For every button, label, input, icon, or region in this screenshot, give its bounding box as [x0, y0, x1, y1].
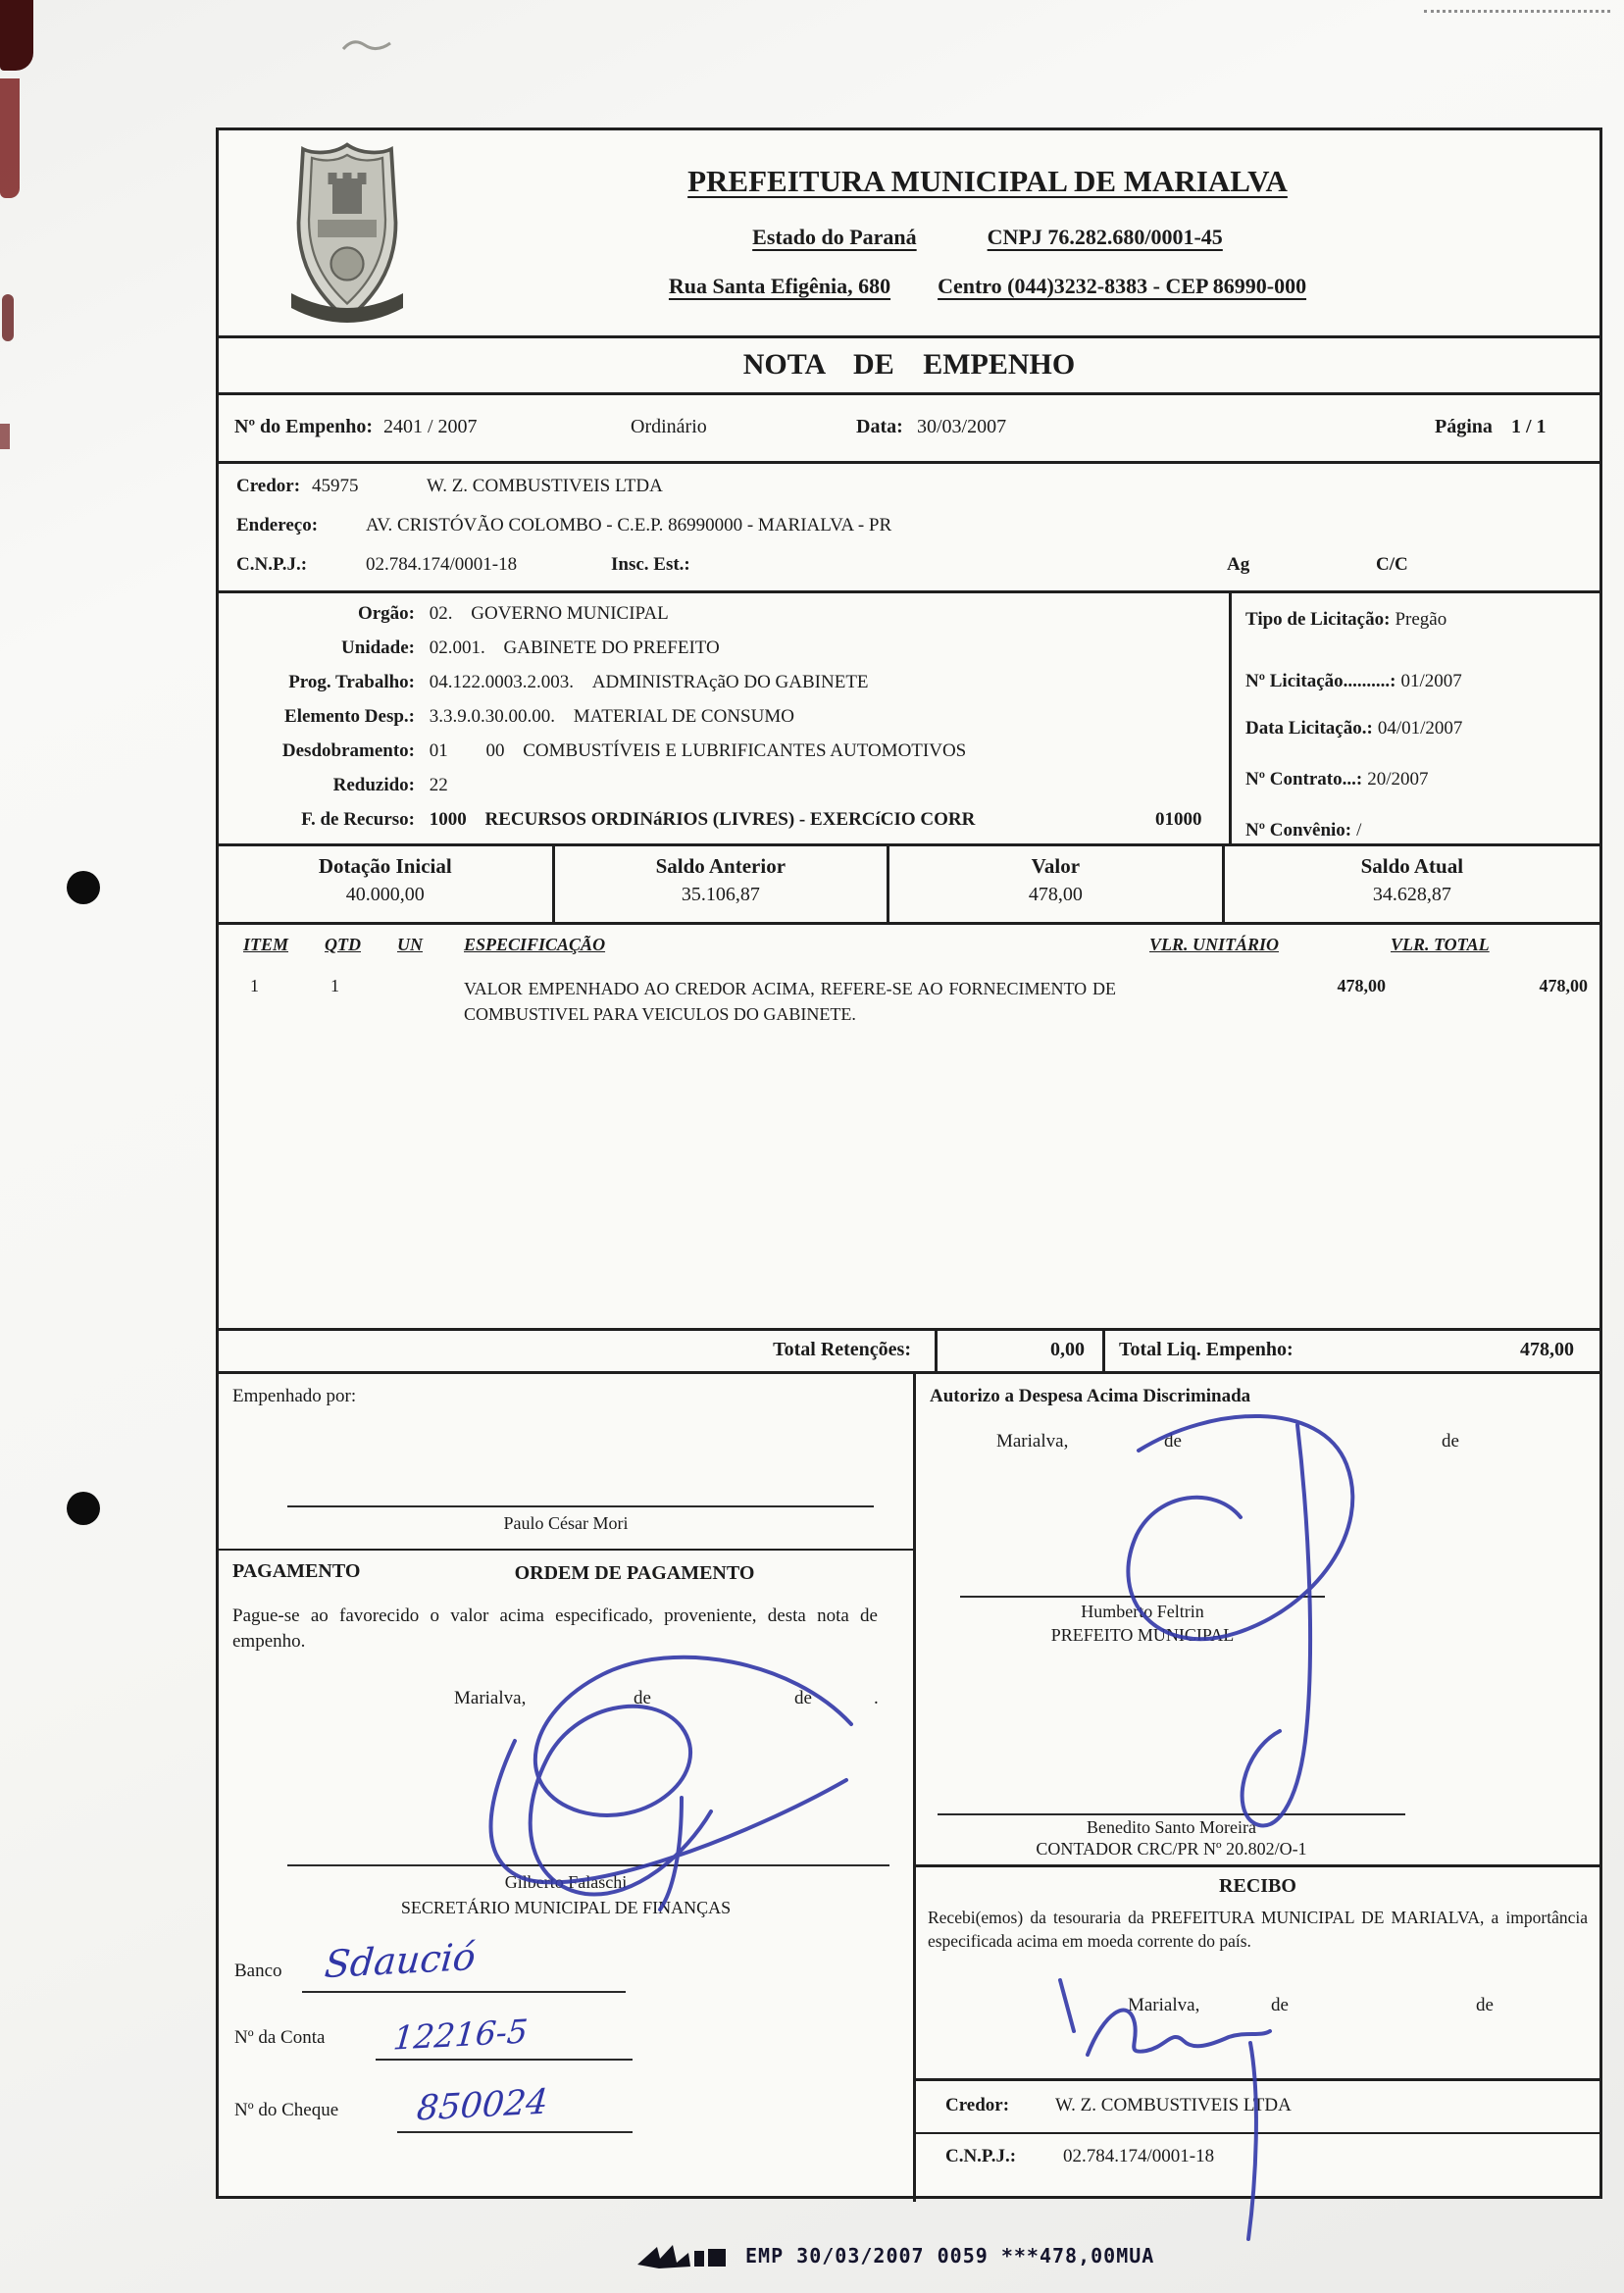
retentions-label: Total Retenções: [219, 1331, 938, 1371]
address-label: Endereço: [236, 515, 319, 535]
creditor-label: Credor: [944, 2095, 1010, 2115]
signature-line [287, 1505, 874, 1507]
row-value: Pregão [1395, 609, 1447, 630]
row-value: / [1356, 820, 1362, 841]
scan-edge-mark [0, 0, 33, 71]
receipt-cnpj-row [916, 2134, 1599, 2203]
receipt-creditor-block [916, 2078, 1599, 2202]
row-code: 22 [429, 775, 448, 795]
hole-punch [67, 871, 100, 904]
municipality-name: PREFEITURA MUNICIPAL DE MARIALVA [687, 164, 1288, 198]
net-total-value: 478,00 [1520, 1339, 1574, 1360]
unit-value-column-header: VLR. UNITÁRIO [1149, 935, 1280, 954]
row-label: Unidade: [341, 637, 415, 658]
bank-fill-line [302, 1991, 626, 1993]
column-header: Saldo Atual [1360, 854, 1464, 878]
date-blank-de: de [1475, 1995, 1494, 2015]
cnpj-label: C.N.P.J.: [236, 554, 308, 575]
creditor-cnpj: 02.784.174/0001-18 [366, 554, 518, 575]
creditor-code: 45975 [312, 476, 359, 496]
document-header [219, 130, 1599, 338]
column-header: Saldo Anterior [655, 854, 787, 878]
row-desc: MATERIAL DE CONSUMO [573, 706, 794, 727]
row-desc: RECURSOS ORDINáRIOS (LIVRES) - EXERCíCIO CORR [484, 809, 976, 830]
column-header: Dotação Inicial [318, 854, 452, 878]
cnpj-label: C.N.P.J.: [944, 2146, 1017, 2166]
bank-handwritten-value: Sdaució [323, 1934, 478, 1987]
row-label: Prog. Trabalho: [288, 672, 415, 692]
row-label: Nº Contrato...: [1245, 769, 1363, 790]
receipt-creditor-row [916, 2081, 1599, 2134]
classification-row-orgao [219, 601, 1229, 636]
row-label: Orgão: [357, 603, 415, 624]
items-table [219, 925, 1599, 1331]
signature-line [287, 1864, 889, 1866]
net-total-label: Total Liq. Empenho: [1119, 1339, 1294, 1360]
empenho-type: Ordinário [631, 416, 707, 437]
header-address-2: Centro (044)3232-8383 - CEP 86990-000 [938, 274, 1307, 298]
city-blank: Marialva, [995, 1431, 1069, 1452]
total-value-column-header: VLR. TOTAL [1391, 935, 1490, 954]
row-code: 02.001. [429, 637, 485, 658]
item-number: 1 [250, 976, 259, 995]
classification-row-prog-trabalho [219, 670, 1229, 704]
accountant-name: Benedito Santo Moreira [1087, 1817, 1256, 1837]
row-desc: ADMINISTRAçãO DO GABINETE [591, 672, 869, 692]
bidding-info [1229, 593, 1599, 843]
column-value: 35.106,87 [681, 884, 760, 905]
committed-by-label: Empenhado por: [232, 1386, 357, 1406]
scan-dash-mark [1424, 10, 1610, 13]
scan-edge-mark [0, 78, 20, 198]
sentence-period: . [874, 1688, 879, 1708]
row-code: 04.122.0003.2.003. [429, 672, 574, 692]
creditor-label: Credor: [236, 476, 301, 496]
payment-order-text: Pague-se ao favorecido o valor acima especificado, proveniente, desta nota de empenho. [232, 1605, 878, 1652]
retentions-value: 0,00 [938, 1331, 1105, 1371]
payment-title: PAGAMENTO [232, 1560, 361, 1582]
date-blank-de: de [1270, 1995, 1289, 2015]
specification-column-header: ESPECIFICAÇÃO [464, 935, 606, 954]
creditor-name: W. Z. COMBUSTIVEIS LTDA [427, 476, 663, 496]
agreement-number-row [1245, 820, 1361, 841]
row-code: 02. [429, 603, 453, 624]
signatures-section [219, 1374, 1599, 2202]
row-code-2: 00 [485, 740, 505, 761]
value-cell [889, 846, 1225, 922]
receipt-text: Recebi(emos) da tesouraria da PREFEITURA MUNICIPAL DE MARIALVA, a importância especificada acima em moeda corrente do país. [927, 1908, 1588, 1951]
state-registration-label: Insc. Est.: [611, 554, 690, 575]
row-label: Nº Convênio: [1245, 820, 1352, 841]
empenho-info-row [219, 395, 1599, 464]
receipt-area [916, 1864, 1599, 2078]
header-cnpj: CNPJ 76.282.680/0001-45 [987, 225, 1223, 249]
account-label: C/C [1376, 554, 1408, 575]
current-balance-cell [1225, 846, 1599, 922]
agency-label: Ag [1227, 554, 1250, 575]
column-value: 478,00 [1028, 884, 1083, 905]
date-blank-de: de [1441, 1431, 1459, 1452]
committed-by-area [219, 1374, 913, 1551]
budget-classification [219, 593, 1229, 843]
bank-details-area [219, 1934, 913, 2202]
hole-punch [67, 1492, 100, 1525]
column-value: 34.628,87 [1372, 884, 1451, 905]
row-label: Data Licitação.: [1245, 718, 1373, 739]
city-blank: Marialva, [1127, 1995, 1200, 2015]
receipt-title: RECIBO [1219, 1875, 1296, 1897]
authorization-area [916, 1374, 1599, 1864]
account-fill-line [376, 2059, 633, 2061]
row-desc: GOVERNO MUNICIPAL [471, 603, 669, 624]
finance-secretary-name: Gilberto Falaschi [504, 1872, 628, 1892]
column-value: 40.000,00 [345, 884, 425, 905]
bidding-number-row [1245, 671, 1462, 692]
date-value: 30/03/2007 [917, 416, 1007, 437]
stamp-text: EMP 30/03/2007 0059 ***478,00MUA [745, 2244, 1155, 2268]
nota-de-empenho-form [216, 127, 1602, 2199]
row-code: 01 [429, 740, 448, 761]
bidding-date-row [1245, 718, 1462, 739]
cheque-fill-line [397, 2131, 633, 2133]
scan-edge-mark [2, 294, 14, 341]
initial-allocation-cell [219, 846, 555, 922]
previous-balance-cell [555, 846, 890, 922]
cheque-handwritten-value: 850024 [415, 2082, 550, 2129]
scan-edge-mark [0, 424, 10, 449]
bidding-type-row [1245, 609, 1446, 631]
net-total-cell [1105, 1331, 1599, 1371]
date-blank-de: de [794, 1688, 812, 1708]
finance-secretary-title: SECRETÁRIO MUNICIPAL DE FINANÇAS [400, 1898, 732, 1917]
document-title: NOTA DE EMPENHO [219, 338, 1599, 395]
left-signature-column [219, 1374, 913, 2202]
row-label: Reduzido: [332, 775, 415, 795]
classification-row-elemento [219, 704, 1229, 739]
authorization-title: Autorizo a Despesa Acima Discriminada [929, 1386, 1251, 1406]
right-signature-column [913, 1374, 1599, 2202]
row-label: Nº Licitação..........: [1245, 671, 1396, 691]
classification-row-reduzido [219, 773, 1229, 807]
creditor-name: W. Z. COMBUSTIVEIS LTDA [1054, 2095, 1292, 2115]
validation-stamp [635, 2239, 1154, 2272]
accountant-title: CONTADOR CRC/PR Nº 20.802/O-1 [1036, 1839, 1307, 1859]
header-address: Rua Santa Efigênia, 680 [668, 274, 891, 298]
date-label: Data: [856, 416, 903, 437]
item-specification: VALOR EMPENHADO AO CREDOR ACIMA, REFERE-SE AO FORNECIMENTO DE COMBUSTIVEL PARA VEICULOS DO GABINETE. [464, 979, 1116, 1025]
classification-row-recurso [219, 807, 1229, 841]
column-header: Valor [1031, 854, 1081, 878]
row-label: Desdobramento: [281, 740, 415, 761]
classification-row-unidade [219, 636, 1229, 670]
row-value: 01/2007 [1400, 671, 1462, 691]
row-desc: GABINETE DO PREFEITO [503, 637, 720, 658]
item-unit-value: 478,00 [1337, 976, 1386, 995]
state-name: Estado do Paraná [752, 225, 917, 249]
stamp-logo-mark [635, 2239, 730, 2272]
unit-column-header: UN [397, 935, 423, 954]
cheque-number-label: Nº do Cheque [234, 2100, 339, 2120]
scan-squiggle-mark [341, 35, 394, 57]
account-handwritten-value: 12216-5 [391, 2012, 530, 2058]
empenho-number-label: Nº do Empenho: [234, 416, 374, 437]
row-code: 1000 [429, 809, 467, 830]
creditor-block [219, 464, 1599, 593]
item-total-value: 478,00 [1539, 976, 1588, 995]
classification-row-desdobramento [219, 739, 1229, 773]
row-label: F. de Recurso: [301, 809, 415, 830]
balances-table [219, 846, 1599, 925]
row-code: 3.3.9.0.30.00.00. [429, 706, 555, 727]
payment-order-title: ORDEM DE PAGAMENTO [514, 1562, 755, 1584]
empenho-number: 2401 / 2007 [383, 416, 478, 437]
page-label: Página [1435, 416, 1493, 437]
budget-classification-section [219, 593, 1599, 846]
item-column-header: ITEM [243, 935, 289, 954]
creditor-cnpj: 02.784.174/0001-18 [1062, 2146, 1215, 2166]
row-value: 04/01/2007 [1377, 718, 1463, 739]
creditor-address: AV. CRISTÓVÃO COLOMBO - C.E.P. 86990000 - MARIALVA - PR [366, 515, 892, 535]
city-blank: Marialva, [454, 1688, 527, 1708]
page-value: 1 / 1 [1511, 416, 1547, 437]
totals-row [219, 1331, 1599, 1374]
signature-line [960, 1596, 1325, 1598]
date-blank-de: de [1163, 1431, 1182, 1452]
row-desc: COMBUSTÍVEIS E LUBRIFICANTES AUTOMOTIVOS [523, 740, 967, 761]
item-qty: 1 [330, 976, 339, 995]
signature-line [938, 1813, 1405, 1815]
qty-column-header: QTD [325, 935, 361, 954]
committed-by-name: Paulo César Mori [503, 1513, 629, 1533]
row-value: 20/2007 [1367, 769, 1429, 790]
date-blank-de: de [634, 1688, 651, 1708]
contract-number-row [1245, 769, 1428, 790]
row-label: Tipo de Licitação: [1245, 609, 1391, 630]
mayor-name: Humberto Feltrin [1081, 1602, 1204, 1621]
row-label: Elemento Desp.: [284, 706, 415, 727]
bank-label: Banco [234, 1961, 282, 1981]
account-number-label: Nº da Conta [234, 2027, 326, 2048]
mayor-title: PREFEITO MUNICIPAL [1050, 1625, 1235, 1645]
payment-order-area [219, 1551, 913, 1937]
resource-extra-code: 01000 [1155, 809, 1202, 830]
